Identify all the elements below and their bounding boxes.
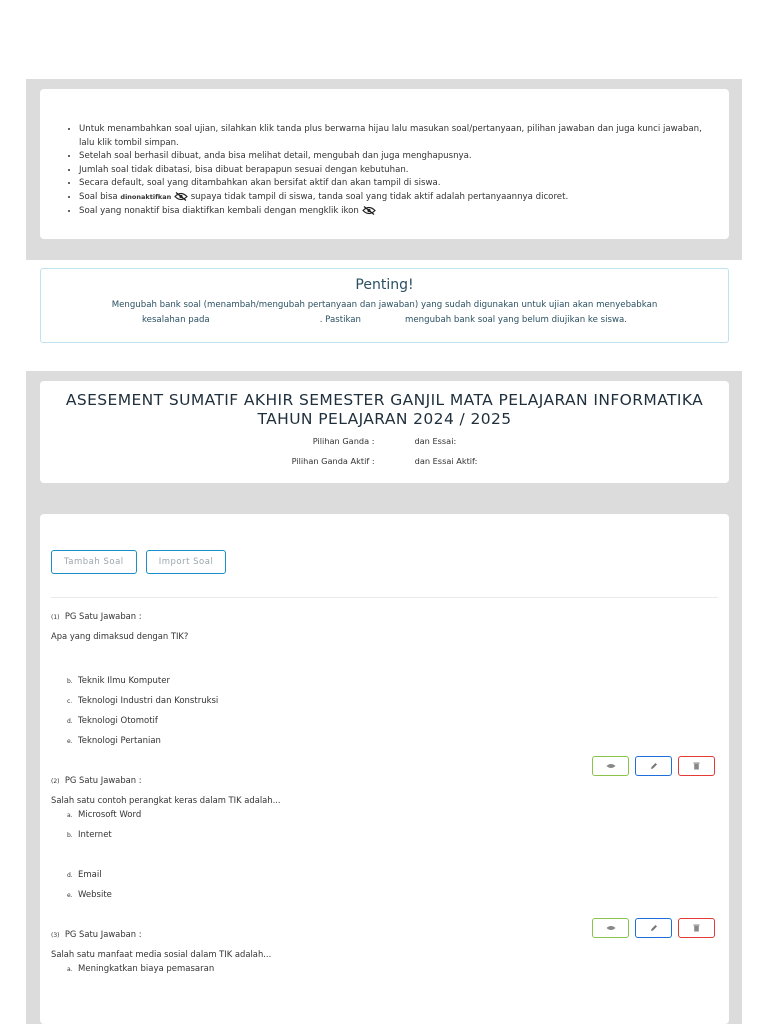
option-text: Meningkatkan biaya pemasaran (78, 964, 215, 974)
instruction-item: • Jumlah soal tidak dibatasi, bisa dibuat berapapun sesuai dengan kebutuhan. (79, 164, 715, 178)
trash-icon (693, 762, 700, 770)
alert-title: Penting! (355, 277, 414, 293)
important-alert (40, 268, 729, 343)
question-header (51, 929, 718, 939)
question-type: PG Satu Jawaban : (64, 775, 142, 785)
answer-option (67, 845, 718, 865)
instruction-text: Soal yang nonaktif bisa diaktifkan kembali dengan mengklik ikon (79, 205, 359, 216)
divider (51, 597, 718, 598)
option-text: Teknologi Pertanian (78, 736, 161, 746)
answer-option (67, 959, 718, 979)
add-question-button[interactable]: Tambah Soal (51, 550, 137, 574)
question-header (51, 611, 718, 621)
answer-options (51, 959, 718, 979)
question-text: Apa yang dimaksud dengan TIK? (51, 631, 189, 641)
toolbar (51, 549, 718, 574)
question-number: (1) (51, 614, 60, 621)
alert-text (41, 298, 728, 328)
option-letter: e. (67, 738, 73, 745)
pencil-icon (650, 762, 658, 770)
option-text: Email (78, 870, 102, 880)
option-text: Internet (78, 830, 112, 840)
instruction-list (65, 123, 715, 218)
option-text: Microsoft Word (78, 810, 142, 820)
option-text: Teknologi Industri dan Konstruksi (78, 696, 219, 706)
answer-option (67, 885, 718, 905)
instruction-text: supaya tidak tampil di siswa, tanda soal yang tidak aktif adalah pertanyaannya dicoret. (190, 191, 569, 202)
option-text: Teknik Ilmu Komputer (78, 676, 170, 686)
question-item (51, 929, 718, 979)
option-letter: c. (67, 698, 73, 705)
answer-option (67, 825, 718, 845)
question-list-card (40, 514, 729, 1024)
answer-option (67, 651, 718, 671)
question-type: PG Satu Jawaban : (64, 611, 142, 621)
answer-options (51, 805, 718, 905)
option-letter: b. (67, 832, 73, 839)
answer-options (51, 651, 718, 751)
eye-slash-icon (362, 206, 376, 215)
instruction-text: Soal bisa (79, 191, 118, 202)
import-question-button[interactable]: Import Soal (146, 550, 227, 574)
option-letter: e. (67, 892, 73, 899)
eye-icon (606, 763, 616, 769)
question-number: (3) (51, 932, 60, 939)
view-question-button[interactable] (592, 756, 629, 776)
delete-question-button[interactable] (678, 756, 715, 776)
question-item (51, 775, 718, 905)
instruction-keyword: dinonaktifkan (120, 192, 172, 201)
exam-header-card (40, 381, 729, 483)
answer-option (67, 671, 718, 691)
question-number: (2) (51, 778, 60, 785)
question-count (40, 436, 729, 446)
essai-count-label: dan Essai: (414, 436, 457, 446)
info-card (40, 89, 729, 239)
alert-line: . Pastikan (319, 315, 362, 325)
option-letter: d. (67, 718, 73, 725)
essai-active-count-label: dan Essai Aktif: (414, 456, 478, 466)
option-text: Teknologi Otomotif (78, 716, 158, 726)
eye-slash-icon (174, 192, 188, 201)
alert-line: Mengubah bank soal (menambah/mengubah pertanyaan dan jawaban) yang sudah digunakan untuk ujian akan menyebabkan (111, 300, 658, 310)
instruction-item: • Setelah soal berhasil dibuat, anda bisa melihat detail, mengubah dan juga menghapusnya. (79, 150, 715, 164)
answer-option (67, 711, 718, 731)
instruction-item (79, 205, 715, 219)
instruction-item: • Untuk menambahkan soal ujian, silahkan klik tanda plus berwarna hijau lalu masukan soal/pertanyaan, pilihan jawaban dan juga kunci jawaban, lalu klik tombil simpan. (79, 123, 715, 150)
option-text: Website (78, 890, 112, 900)
answer-option (67, 731, 718, 751)
option-letter: a. (67, 966, 73, 973)
exam-title: ASESEMENT SUMATIF AKHIR SEMESTER GANJIL MATA PELAJARAN INFORMATIKA TAHUN PELAJARAN 2024 / 2025 (65, 391, 704, 428)
edit-question-button[interactable] (635, 756, 672, 776)
alert-line: kesalahan pada (142, 315, 210, 325)
answer-option (67, 805, 718, 825)
question-text: Salah satu contoh perangkat keras dalam TIK adalah... (51, 795, 281, 805)
option-letter: d. (67, 872, 73, 879)
question-header (51, 775, 718, 785)
alert-line: mengubah bank soal yang belum diujikan ke siswa. (405, 315, 627, 325)
question-type: PG Satu Jawaban : (64, 929, 142, 939)
instruction-item: • Secara default, soal yang ditambahkan akan bersifat aktif dan akan tampil di siswa. (79, 177, 715, 191)
pg-count-label: Pilihan Ganda : (312, 436, 375, 446)
question-text: Salah satu manfaat media sosial dalam TIK adalah... (51, 949, 272, 959)
answer-option (67, 865, 718, 885)
option-letter: a. (67, 812, 73, 819)
active-question-count (40, 456, 729, 466)
pg-active-count-label: Pilihan Ganda Aktif : (291, 456, 375, 466)
instruction-item (79, 191, 715, 205)
answer-option (67, 691, 718, 711)
question-actions (592, 756, 715, 776)
question-item (51, 611, 718, 751)
option-letter: b. (67, 678, 73, 685)
